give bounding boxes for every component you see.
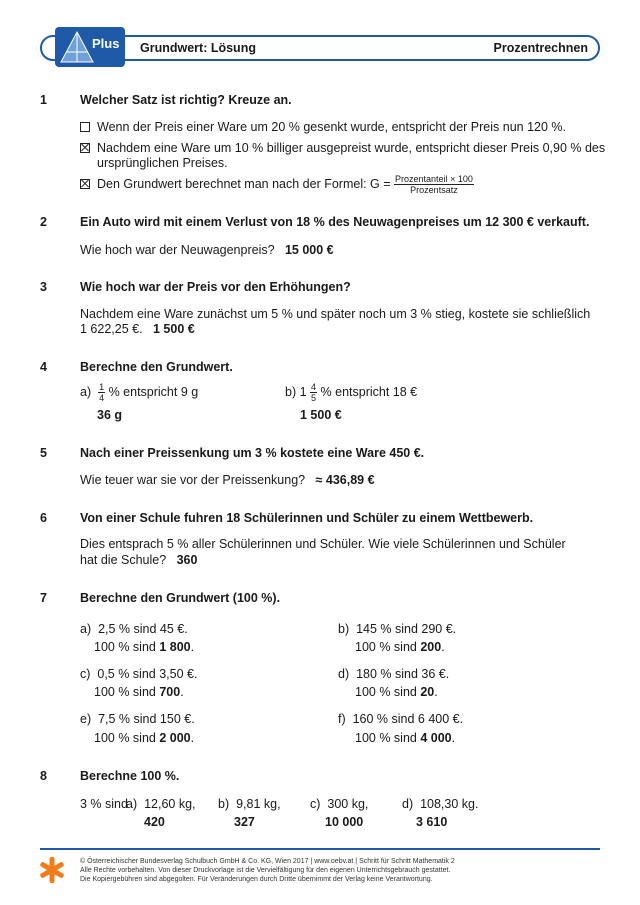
checkbox-checked[interactable] <box>80 179 90 189</box>
task-number: 4 <box>40 360 47 374</box>
option-text-cont: ursprünglichen Preises. <box>97 156 228 170</box>
task-number: 6 <box>40 511 47 525</box>
task7-item-d-answer: 100 % sind 20. <box>355 685 438 699</box>
option-text: Wenn der Preis einer Ware um 20 % gesenkt wurde, entspricht der Preis nun 120 %. <box>97 120 566 134</box>
task7-item-e-answer: 100 % sind 2 000. <box>94 731 195 745</box>
task7-item-a: a) 2,5 % sind 45 €. <box>80 622 188 636</box>
answer: 1 500 € <box>300 408 342 422</box>
task-text: Wie hoch war der Neuwagenpreis? 15 000 € <box>80 243 334 257</box>
logo-text: Plus <box>92 36 120 51</box>
task7-item-f-answer: 100 % sind 4 000. <box>355 731 456 745</box>
answer: 3 610 <box>416 815 448 829</box>
task-number: 7 <box>40 591 47 605</box>
task7-item-c-answer: 100 % sind 700. <box>94 685 184 699</box>
option-1 <box>80 120 566 134</box>
task-question: Wie hoch war der Preis vor den Erhöhungen? <box>80 280 351 294</box>
task-number: 1 <box>40 93 47 107</box>
task4-b: b) 1 $\frac{4}{5}$ % entspricht 18 € <box>285 382 418 403</box>
option-text: Nachdem eine Ware um 10 % billiger ausgepreist wurde, entspricht dieser Preis 0,90 % des <box>97 141 606 155</box>
task-question: Von einer Schule fuhren 18 Schülerinnen und Schüler zu einem Wettbewerb. <box>80 511 534 525</box>
answer: 10 000 <box>325 815 364 829</box>
task7-item-b-answer: 100 % sind 200. <box>355 640 445 654</box>
checkbox-checked[interactable] <box>80 143 90 153</box>
formula-fraction: $\frac{\text{Prozentanteil × 100}}{\text{Prozentsatz}}$ <box>395 174 473 195</box>
page-title: Grundwert: Lösung <box>140 41 256 55</box>
answer: 327 <box>234 815 255 829</box>
task-text: Dies entsprach 5 % aller Schülerinnen und Schüler. Wie viele Schülerinnen und Schüler <box>80 537 566 551</box>
task-number: 2 <box>40 215 47 229</box>
task7-item-f: f) 160 % sind 6 400 €. <box>338 712 464 726</box>
task8-item-c: c) 300 kg, <box>310 797 369 811</box>
option-2 <box>80 141 605 155</box>
triangle-logo-icon <box>60 30 94 64</box>
task8-item-d: d) 108,30 kg. <box>402 797 479 811</box>
answer: 15 000 € <box>284 243 334 257</box>
option-3 <box>80 174 474 195</box>
footer-divider <box>40 848 600 850</box>
task-question: Nach einer Preissenkung um 3 % kostete eine Ware 450 €. <box>80 446 425 460</box>
task-text: Wie teuer war sie vor der Preissenkung? ≈ 436,89 € <box>80 473 375 487</box>
task-question: Welcher Satz ist richtig? Kreuze an. <box>80 93 292 107</box>
task4-a: a) $\frac{1}{4}$ % entspricht 9 g <box>80 382 199 403</box>
answer: 1 500 € <box>152 322 195 336</box>
task7-item-a-answer: 100 % sind 1 800. <box>94 640 195 654</box>
task8-item-a: a) 12,60 kg, <box>126 797 196 811</box>
task-number: 3 <box>40 280 47 294</box>
task7-item-d: d) 180 % sind 36 €. <box>338 667 450 681</box>
task-question: Ein Auto wird mit einem Verlust von 18 % des Neuwagenpreises um 12 300 € verkauft. <box>80 215 590 229</box>
task7-item-e: e) 7,5 % sind 150 €. <box>80 712 195 726</box>
fraction: $\frac{4}{5}$ <box>311 382 317 403</box>
fraction: $\frac{1}{4}$ <box>99 382 105 403</box>
answer: 420 <box>144 815 165 829</box>
task-question: Berechne den Grundwert. <box>80 360 233 374</box>
task7-item-b: b) 145 % sind 290 €. <box>338 622 457 636</box>
copyright-footer <box>80 857 455 884</box>
footer-line: Die Kopiergebühren sind abgegolten. Für Veränderungen durch Dritte übernimmt der Verlag keine Verantwortung. <box>80 876 433 883</box>
answer: 36 g <box>97 408 123 422</box>
task8-item-b: b) 9,81 kg, <box>218 797 281 811</box>
answer: ≈ 436,89 € <box>315 473 375 487</box>
task-text: Nachdem eine Ware zunächst um 5 % und später noch um 3 % stieg, kostete sie schließlich <box>80 307 591 321</box>
answer: 360 <box>176 553 198 567</box>
task7-item-c: c) 0,5 % sind 3,50 €. <box>80 667 198 681</box>
checkbox-unchecked[interactable] <box>80 122 90 132</box>
task-number: 8 <box>40 769 47 783</box>
footer-line: Alle Rechte vorbehalten. Von dieser Druckvorlage ist die Vervielfältigung für den eigenen Unterrichtsgebrauch gestattet. <box>80 867 451 874</box>
task-question: Berechne 100 %. <box>80 769 180 783</box>
task-number: 5 <box>40 446 47 460</box>
task8-lead: 3 % sind <box>80 797 128 811</box>
task-question: Berechne den Grundwert (100 %). <box>80 591 281 605</box>
footer-line: © Österreichischer Bundesverlag Schulbuch GmbH & Co. KG, Wien 2017 | www.oebv.at | Schritt für Schritt Mathematik 2 <box>80 858 455 865</box>
topic-title: Prozentrechnen <box>493 41 588 55</box>
task-text: 1 622,25 €. 1 500 € <box>80 322 195 336</box>
task-text: hat die Schule? 360 <box>80 553 198 567</box>
star-logo-icon <box>38 855 66 888</box>
option-text: Den Grundwert berechnet man nach der Formel: G = <box>97 176 391 191</box>
